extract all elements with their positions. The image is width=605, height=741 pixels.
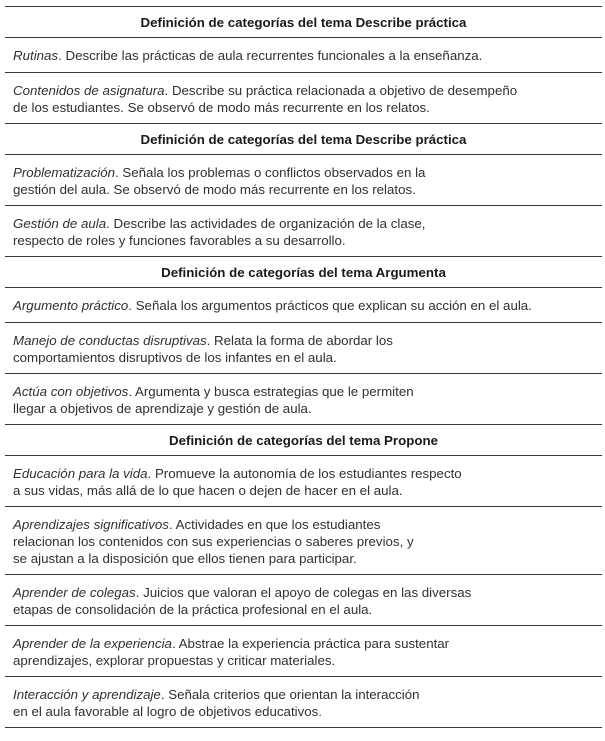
category-row-problematizacion (5, 155, 602, 206)
definition-text: respecto de roles y funciones favorables a su desarrollo. (13, 233, 346, 248)
definition-line: Actúa con objetivos. Argumenta y busca estrategias que le permiten (13, 384, 414, 399)
definition-text: Promueve la autonomía de los estudiantes respecto (154, 466, 462, 481)
definition-line (13, 550, 596, 567)
category-row-aprendizajes-significativos (5, 507, 602, 575)
definition-text: a sus vidas, más allá de lo que hacen o dejen de hacer en el aula. (13, 483, 403, 498)
definition-text: de los estudiantes. Se observó de modo más recurrente en los relatos. (13, 100, 430, 115)
category-row-contenidos-de-asignatura (5, 73, 602, 124)
category-term: Actúa con objetivos (13, 384, 129, 399)
category-term: Aprender de colegas (13, 585, 136, 600)
definition-line (13, 533, 596, 550)
category-row-manejo-de-conductas-disruptivas (5, 323, 602, 374)
definition-line: Gestión de aula. Describe las actividades de organización de la clase, (13, 216, 426, 231)
category-row-argumento-practico (5, 288, 602, 323)
definition-text: Juicios que valoran el apoyo de colegas en las diversas (143, 585, 472, 600)
category-term: Aprender de la experiencia (13, 636, 172, 651)
category-term: Problematización (13, 165, 115, 180)
definition-line: Aprender de colegas. Juicios que valoran el apoyo de colegas en las diversas (13, 585, 472, 600)
definition-line: Interacción y aprendizaje. Señala criterios que orientan la interacción (13, 687, 420, 702)
definition-text: se ajustan a la disposición que ellos tienen para participar. (13, 551, 357, 566)
category-row-gestion-de-aula (5, 206, 602, 257)
category-term: Rutinas (13, 48, 59, 63)
section-header: Definición de categorías del tema Propone (5, 425, 602, 456)
category-row-interaccion-y-aprendizaje (5, 677, 602, 728)
definition-text: Argumenta y busca estrategias que le permiten (134, 384, 414, 399)
definition-text: relacionan los contenidos con sus experiencias o saberes previos, y (13, 534, 414, 549)
definition-text: en el aula favorable al logro de objetivos educativos. (13, 704, 322, 719)
definition-line (13, 601, 596, 618)
definition-text: etapas de consolidación de la práctica profesional en el aula. (13, 602, 373, 617)
definition-text: comportamientos disruptivos de los infantes en el aula. (13, 350, 337, 365)
category-term: Manejo de conductas disruptivas (13, 333, 207, 348)
section-header: Definición de categorías del tema Describe práctica (5, 7, 602, 38)
category-term: Educación para la vida (13, 466, 148, 481)
category-term: Gestión de aula (13, 216, 107, 231)
definition-line: Educación para la vida. Promueve la autonomía de los estudiantes respecto (13, 466, 462, 481)
category-term: Aprendizajes significativos (13, 517, 169, 532)
definition-text: Describe su práctica relacionada a objetivo de desempeño (171, 83, 518, 98)
definition-line: Manejo de conductas disruptivas. Relata la forma de abordar los (13, 333, 393, 348)
category-term: Interacción y aprendizaje (13, 687, 161, 702)
definition-text: gestión del aula. Se observó de modo más recurrente en los relatos. (13, 182, 416, 197)
definition-line (13, 703, 596, 720)
category-term: Argumento práctico (13, 298, 129, 313)
definition-line: Problematización. Señala los problemas o conflictos observados en la (13, 165, 426, 180)
definition-text: Señala los problemas o conflictos observados en la (122, 165, 426, 180)
definition-text: Relata la forma de abordar los (214, 333, 393, 348)
definition-line (13, 482, 596, 499)
definition-line: Argumento práctico. Señala los argumentos prácticos que explican su acción en el aula. (13, 298, 532, 313)
definition-text: Señala criterios que orientan la interacción (168, 687, 420, 702)
definition-line (13, 349, 596, 366)
definition-line: Contenidos de asignatura. Describe su práctica relacionada a objetivo de desempeño (13, 83, 518, 98)
definition-line: Rutinas. Describe las prácticas de aula recurrentes funcionales a la enseñanza. (13, 48, 483, 63)
definition-line: Aprender de la experiencia. Abstrae la experiencia práctica para sustentar (13, 636, 450, 651)
category-term: Contenidos de asignatura (13, 83, 165, 98)
definition-text: Abstrae la experiencia práctica para sustentar (178, 636, 450, 651)
category-row-aprender-de-la-experiencia (5, 626, 602, 677)
section-header: Definición de categorías del tema Describe práctica (5, 124, 602, 155)
definition-text: Describe las prácticas de aula recurrentes funcionales a la enseñanza. (65, 48, 483, 63)
definition-line: Aprendizajes significativos. Actividades en que los estudiantes (13, 517, 381, 532)
definition-text: Describe las actividades de organización de la clase, (113, 216, 426, 231)
categories-table (5, 6, 602, 728)
category-row-rutinas (5, 38, 602, 73)
section-header: Definición de categorías del tema Argumenta (5, 257, 602, 288)
definition-text: Señala los argumentos prácticos que explican su acción en el aula. (135, 298, 532, 313)
category-row-educacion-para-la-vida (5, 456, 602, 507)
category-row-actua-con-objetivos (5, 374, 602, 425)
definition-line (13, 99, 596, 116)
definition-text: Actividades en que los estudiantes (175, 517, 381, 532)
definition-line (13, 400, 596, 417)
definition-line (13, 181, 596, 198)
definition-text: llegar a objetivos de aprendizaje y gestión de aula. (13, 401, 312, 416)
definition-text: aprendizajes, explorar propuestas y criticar materiales. (13, 653, 336, 668)
definition-line (13, 652, 596, 669)
category-row-aprender-de-colegas (5, 575, 602, 626)
definition-line (13, 232, 596, 249)
